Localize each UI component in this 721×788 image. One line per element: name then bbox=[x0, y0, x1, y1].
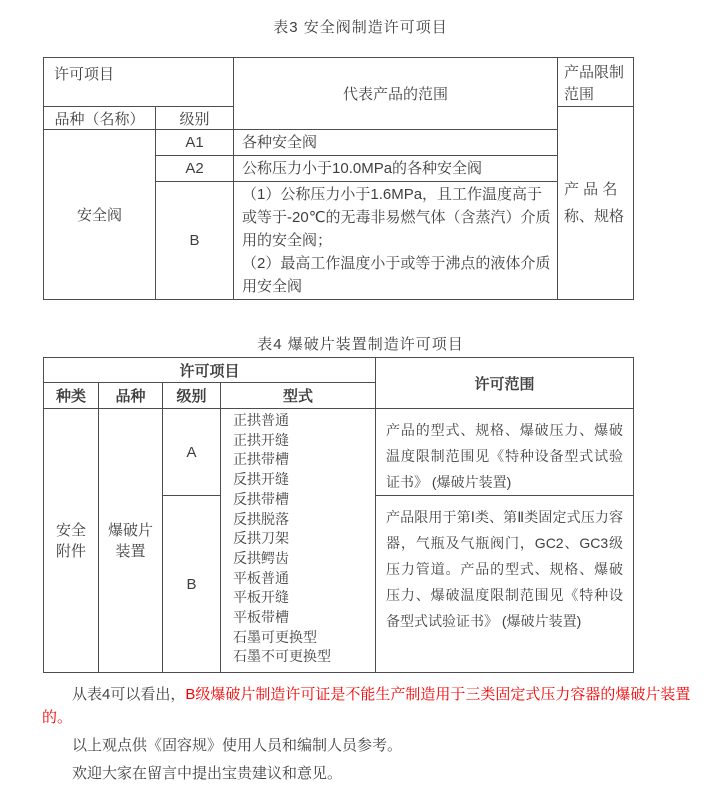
table3-header-product-scope: 代表产品的范围 bbox=[234, 58, 558, 130]
table3-level-a1: A1 bbox=[156, 130, 234, 156]
table4-level-b: B bbox=[163, 496, 221, 673]
table4-header-license-scope: 许可范围 bbox=[376, 358, 634, 409]
table3-product-limit-value: 产 品 名 称、规格 bbox=[558, 107, 634, 300]
table4-title: 表4 爆破片装置制造许可项目 bbox=[257, 336, 464, 353]
note1-red-text: B级爆破片制造许可证是不能生产制造用于三类固定式压力容器的爆破片装置的。 bbox=[42, 686, 691, 726]
table4-variety-value: 爆破片装置 bbox=[99, 409, 163, 673]
table3-title: 表3 安全阀制造许可项目 bbox=[273, 19, 448, 36]
notes-section bbox=[42, 683, 697, 785]
table4-header-variety: 品种 bbox=[99, 383, 163, 409]
table4-category-value: 安全附件 bbox=[44, 409, 99, 673]
table4-header-type: 型式 bbox=[221, 383, 376, 409]
table3-variety-value: 安全阀 bbox=[44, 130, 156, 300]
table3 bbox=[43, 57, 634, 300]
note-paragraph-2: 以上观点供《固容规》使用人员和编制人员参考。 bbox=[72, 737, 403, 754]
table4-header-level: 级别 bbox=[163, 383, 221, 409]
note1-black-text: 从表4可以看出， bbox=[72, 686, 186, 703]
table3-level-a2: A2 bbox=[156, 156, 234, 182]
table3-level-b: B bbox=[156, 182, 234, 300]
table4-header-license-item: 许可项目 bbox=[44, 358, 376, 383]
table3-header-variety: 品种（名称） bbox=[44, 107, 156, 130]
table3-scope-b: （1）公称压力小于1.6MPa，且工作温度高于或等于-20℃的无毒非易燃气体（含蒸汽）介质用的安全阀； （2）最高工作温度小于或等于沸点的液体介质用安全阀 bbox=[234, 182, 558, 300]
table4-scope-a: 产品的型式、规格、爆破压力、爆破温度限制范围见《特种设备型式试验证书》 (爆破片装置) bbox=[376, 409, 634, 496]
table4-type-list: 正拱普通 正拱开缝 正拱带槽 反拱开缝 反拱带槽 反拱脱落 反拱刀架 反拱鳄齿 平板普通 平板开缝 平板带槽 石墨可更换型 石墨不可更换型 bbox=[221, 409, 376, 673]
note-paragraph-3: 欢迎大家在留言中提出宝贵建议和意见。 bbox=[72, 765, 343, 782]
table4-header-category: 种类 bbox=[44, 383, 99, 409]
table3-scope-a1: 各种安全阀 bbox=[234, 130, 558, 156]
table3-header-product-limit: 产品限制范围 bbox=[558, 58, 634, 107]
table4-scope-b: 产品限用于第Ⅰ类、第Ⅱ类固定式压力容器，气瓶及气瓶阀门，GC2、GC3级压力管道。产品的型式、规格、爆破压力、爆破温度限制范围见《特种设备型式试验证书》 (爆破片装置) bbox=[376, 496, 634, 673]
table3-header-license-item: 许可项目 bbox=[44, 58, 234, 107]
table4 bbox=[43, 357, 634, 673]
table4-level-a: A bbox=[163, 409, 221, 496]
table3-scope-a2: 公称压力小于10.0MPa的各种安全阀 bbox=[234, 156, 558, 182]
table3-header-level: 级别 bbox=[156, 107, 234, 130]
note-paragraph-1 bbox=[42, 683, 697, 729]
